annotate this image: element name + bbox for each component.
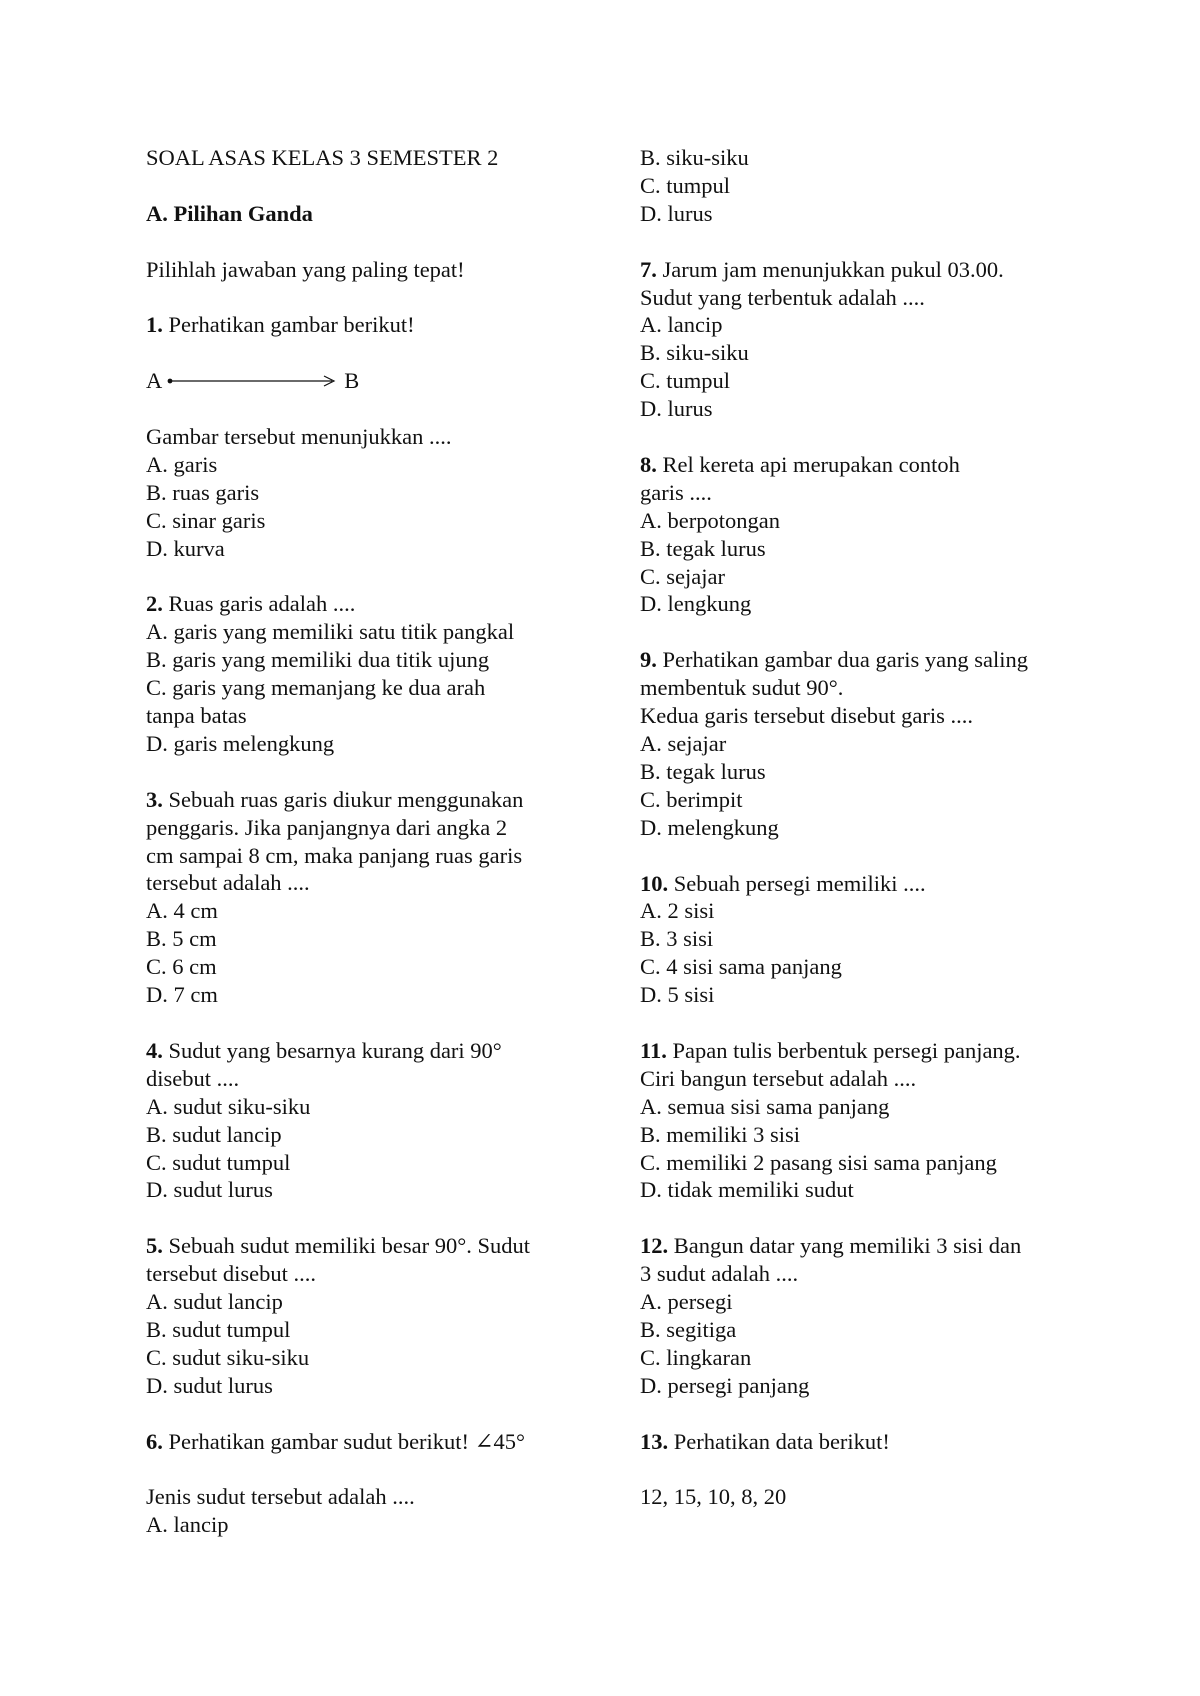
option-a: A. berpotongan	[640, 507, 780, 533]
question-text: Ruas garis adalah ....	[168, 591, 356, 617]
question-4	[146, 1037, 586, 1204]
question-text: Sebuah ruas garis diukur menggunakan	[168, 786, 524, 812]
option-c: C. 6 cm	[146, 954, 217, 980]
question-6	[146, 1428, 586, 1540]
question-text: Jarum jam menunjukkan pukul 03.00.	[662, 256, 1004, 282]
question-text-line: Ciri bangun tersebut adalah ....	[640, 1065, 917, 1091]
question-number: 13.	[640, 1428, 669, 1454]
option-b: B. 5 cm	[146, 926, 217, 952]
option-c: C. berimpit	[640, 786, 743, 812]
question-7	[640, 256, 1100, 423]
option-c: C. garis yang memanjang ke dua arah	[146, 675, 486, 701]
question-number: 10.	[640, 870, 669, 896]
question-text-line: tersebut disebut ....	[146, 1261, 316, 1287]
option-c: C. memiliki 2 pasang sisi sama panjang	[640, 1149, 997, 1175]
option-d: D. persegi panjang	[640, 1372, 810, 1398]
option-a: A. lancip	[640, 312, 723, 338]
right-column	[640, 144, 1100, 1511]
option-c: C. sejajar	[640, 563, 725, 589]
question-text: Perhatikan gambar dua garis yang saling	[662, 647, 1029, 673]
option-b: B. sudut lancip	[146, 1121, 282, 1147]
question-12	[640, 1232, 1100, 1399]
question-text-line: disebut ....	[146, 1065, 240, 1091]
question-number: 11.	[640, 1037, 667, 1063]
ray-diagram	[146, 367, 586, 395]
option-d: D. 5 sisi	[640, 982, 715, 1008]
question-number: 12.	[640, 1233, 669, 1259]
question-8	[640, 451, 1100, 618]
question-number: 5.	[146, 1233, 163, 1259]
option-c: C. tumpul	[640, 368, 731, 394]
option-a: A. sudut siku-siku	[146, 1093, 311, 1119]
question-text-line: 3 sudut adalah ....	[640, 1261, 799, 1287]
option-a: A. 2 sisi	[640, 898, 715, 924]
option-b: B. sudut tumpul	[146, 1316, 291, 1342]
option-d: D. sudut lurus	[146, 1177, 273, 1203]
option-c: C. sinar garis	[146, 507, 266, 533]
question-number: 9.	[640, 647, 657, 673]
option-a: A. semua sisi sama panjang	[640, 1093, 890, 1119]
question-prompt: Gambar tersebut menunjukkan ....	[146, 423, 452, 449]
option-b: B. tegak lurus	[640, 535, 766, 561]
option-b: B. 3 sisi	[640, 926, 714, 952]
question-number: 4.	[146, 1037, 163, 1063]
question-1	[146, 311, 586, 562]
document-title: SOAL ASAS KELAS 3 SEMESTER 2	[146, 145, 499, 170]
question-text: Papan tulis berbentuk persegi panjang.	[672, 1037, 1021, 1063]
question-text-line: Sudut yang terbentuk adalah ....	[640, 284, 925, 310]
question-9	[640, 646, 1100, 841]
question-text: Sebuah persegi memiliki ....	[673, 870, 926, 896]
option-a: A. 4 cm	[146, 898, 218, 924]
question-text: Bangun datar yang memiliki 3 sisi dan	[673, 1233, 1022, 1259]
question-3	[146, 786, 586, 1009]
option-d: D. lurus	[640, 200, 713, 226]
question-11	[640, 1037, 1100, 1204]
question-10	[640, 870, 1100, 1010]
option-c: C. lingkaran	[640, 1344, 752, 1370]
question-text: Sudut yang besarnya kurang dari 90°	[168, 1037, 502, 1063]
option-b: B. siku-siku	[640, 145, 749, 170]
ray-end-label: B	[344, 368, 360, 394]
question-text: Perhatikan gambar sudut berikut! ∠45°	[168, 1428, 526, 1454]
question-prompt: Jenis sudut tersebut adalah ....	[146, 1484, 415, 1510]
option-b: B. ruas garis	[146, 479, 260, 505]
option-b: B. garis yang memiliki dua titik ujung	[146, 647, 490, 673]
question-text-line: membentuk sudut 90°.	[640, 675, 844, 701]
ray-arrow-icon	[164, 373, 342, 389]
instruction: Pilihlah jawaban yang paling tepat!	[146, 256, 465, 282]
question-text-line: cm sampai 8 cm, maka panjang ruas garis	[146, 842, 523, 868]
option-d: D. 7 cm	[146, 982, 218, 1008]
question-text: Sebuah sudut memiliki besar 90°. Sudut	[168, 1233, 530, 1259]
left-column	[146, 144, 586, 1539]
option-a: A. sudut lancip	[146, 1289, 283, 1315]
question-text-line: garis ....	[640, 479, 712, 505]
question-number: 8.	[640, 451, 657, 477]
option-d: D. tidak memiliki sudut	[640, 1177, 854, 1203]
question-2	[146, 590, 586, 757]
option-d: D. sudut lurus	[146, 1372, 273, 1398]
question-number: 1.	[146, 312, 163, 338]
option-d: D. lurus	[640, 396, 713, 422]
ray-start-label: A	[146, 368, 163, 394]
question-number: 7.	[640, 256, 657, 282]
option-a: A. persegi	[640, 1289, 733, 1315]
question-text: Rel kereta api merupakan contoh	[662, 451, 960, 477]
option-b: B. segitiga	[640, 1316, 737, 1342]
option-b: B. memiliki 3 sisi	[640, 1121, 801, 1147]
option-c: C. tumpul	[640, 172, 731, 198]
option-d: D. kurva	[146, 535, 225, 561]
question-number: 2.	[146, 591, 163, 617]
question-6-continued	[640, 144, 1100, 228]
option-c: C. sudut siku-siku	[146, 1344, 310, 1370]
option-c: C. sudut tumpul	[146, 1149, 291, 1175]
question-text-line: penggaris. Jika panjangnya dari angka 2	[146, 814, 508, 840]
option-b: B. siku-siku	[640, 340, 749, 366]
question-number: 6.	[146, 1428, 163, 1454]
question-text: Perhatikan gambar berikut!	[168, 312, 415, 338]
option-c-continued: tanpa batas	[146, 703, 247, 729]
option-a: A. garis	[146, 451, 218, 477]
option-a: A. garis yang memiliki satu titik pangkal	[146, 619, 515, 645]
question-number: 3.	[146, 786, 163, 812]
question-13	[640, 1428, 1100, 1512]
option-a: A. sejajar	[640, 730, 727, 756]
section-heading: A. Pilihan Ganda	[146, 200, 313, 226]
data-values: 12, 15, 10, 8, 20	[640, 1484, 787, 1510]
question-text-line: tersebut adalah ....	[146, 870, 310, 896]
option-d: D. lengkung	[640, 591, 752, 617]
option-b: B. tegak lurus	[640, 758, 766, 784]
option-d: D. garis melengkung	[146, 730, 335, 756]
question-5	[146, 1232, 586, 1399]
option-c: C. 4 sisi sama panjang	[640, 954, 842, 980]
option-a: A. lancip	[146, 1512, 229, 1538]
option-d: D. melengkung	[640, 814, 779, 840]
question-text: Perhatikan data berikut!	[673, 1428, 890, 1454]
question-text-line: Kedua garis tersebut disebut garis ....	[640, 703, 974, 729]
